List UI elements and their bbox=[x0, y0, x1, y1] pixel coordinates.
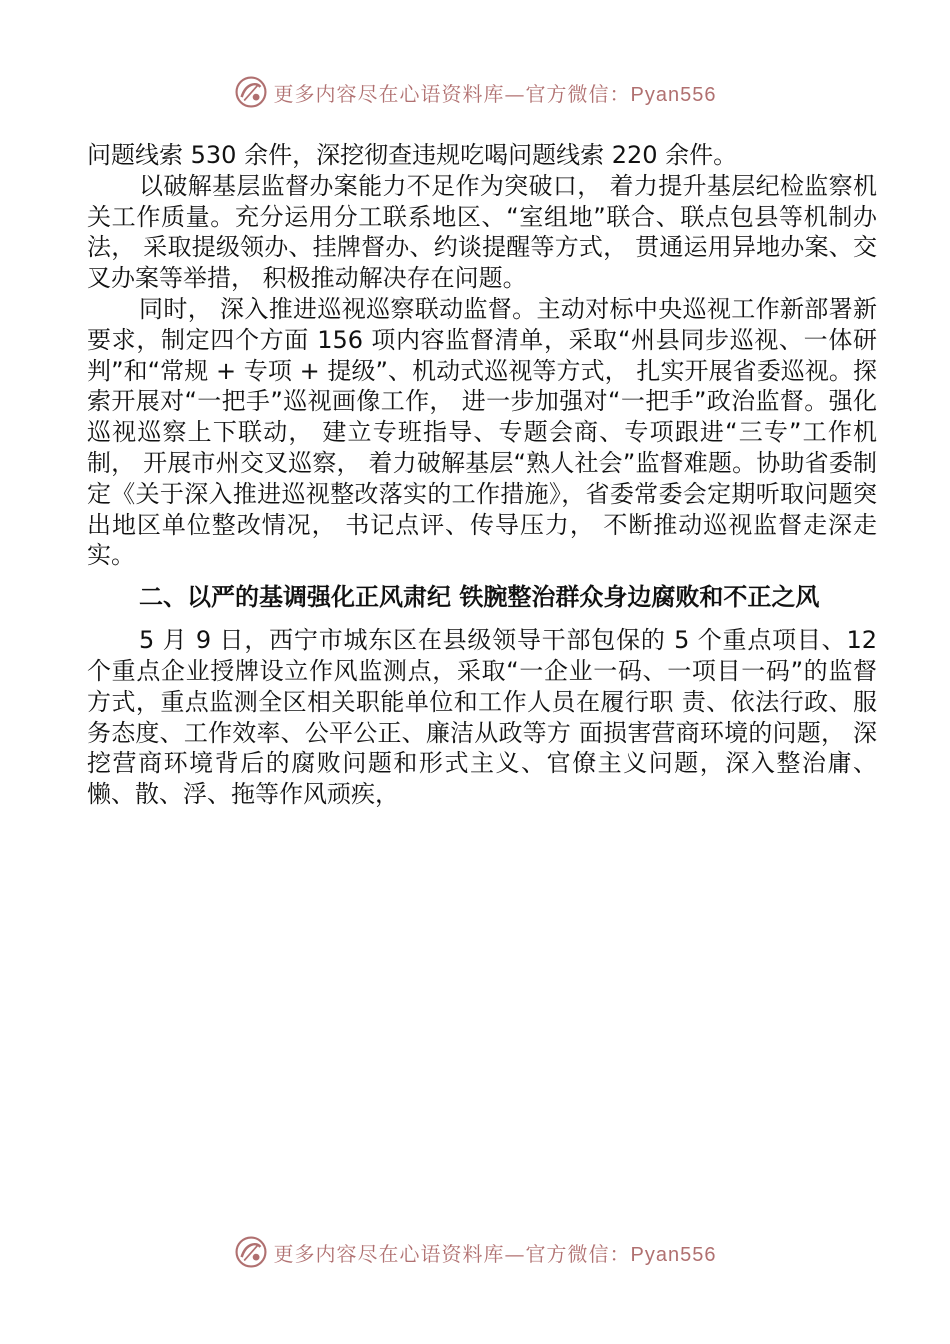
paragraph-4: 5 月 9 日，西宁市城东区在县级领导干部包保的 5 个重点项目、12 个重点企业授牌设立作风监测点，采取“一企业一码、一项目一码”的监督方式，重点监测全区相关职能单位和工作人员在履行职 责、依法行政、服务态度、工作效率、公平公正、廉洁从政等方 面损害营商环境的问题， 深挖营商环境背后的腐败问题和形式主义、官僚主义问题，深入整治庸、懒、散、浮、拖等作风顽疾， bbox=[87, 626, 877, 809]
watermark-text: 更多内容尽在心语资料库—官方微信：Pyan556 bbox=[273, 1241, 717, 1266]
section-heading: 二、以严的基调强化正风肃纪 铁腕整治群众身边腐败和不正之风 bbox=[139, 583, 820, 612]
document-body bbox=[87, 140, 877, 810]
footer-watermark bbox=[0, 1232, 950, 1272]
seal-logo-icon bbox=[234, 1235, 268, 1269]
paragraph-3: 同时， 深入推进巡视巡察联动监督。主动对标中央巡视工作新部署新要求，制定四个方面 156 项内容监督清单，采取“州县同步巡视、一体研判”和“常规 + 专项 + 提级”、机动式巡视等方式， 扎实开展省委巡视。探索开展对“一把手”巡视画像工作， 进一步加强对“一把手”政治监督。强化巡视巡察上下联动， 建立专班指导、专题会商、专项跟进“三专”工作机制， 开展市州交叉巡察， 着力破解基层“熟人社会”监督难题。协助省委制定《关于深入推进巡视整改落实的工作措施》，省委常委会定期听取问题突出地区单位整改情况， 书记点评、传导压力， 不断推动巡视监督走深走实。 bbox=[87, 294, 877, 570]
seal-logo-icon bbox=[234, 75, 268, 109]
header-watermark bbox=[0, 72, 950, 112]
paragraph-1: 问题线索 530 余件，深挖彻查违规吃喝问题线索 220 余件。 bbox=[87, 141, 738, 169]
paragraph-2: 以破解基层监督办案能力不足作为突破口， 着力提升基层纪检监察机关工作质量。充分运用分工联系地区、“室组地”联合、联点包县等机制办法， 采取提级领办、挂牌督办、约谈提醒等方式， 贯通运用异地办案、交叉办案等举措， 积极推动解决存在问题。 bbox=[87, 171, 877, 293]
watermark-text: 更多内容尽在心语资料库—官方微信：Pyan556 bbox=[273, 81, 717, 106]
